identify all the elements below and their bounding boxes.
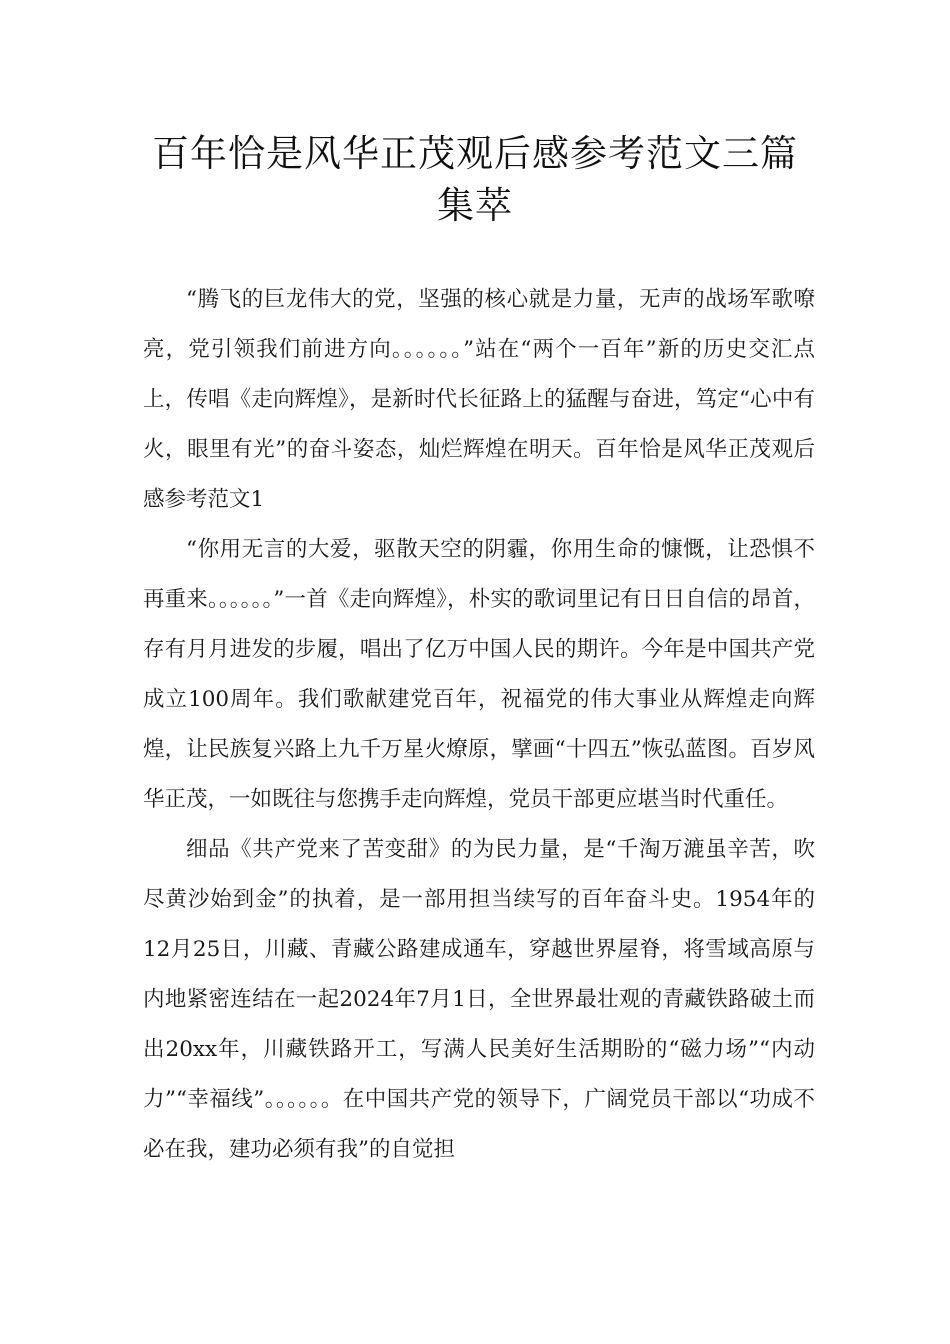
paragraph: 细品《共产党来了苦变甜》的为民力量，是“千淘万漉虽辛苦，吹尽黄沙始到金”的执着，是一部用担当续写的百年奋斗史。1954年的12月25日，川藏、青藏公路建成通车，穿越世界屋脊，将雪域高原与内地紧密连结在一起2024年7月1日，全世界最壮观的青藏铁路破土而出20xx年，川藏铁路开工，写满人民美好生活期盼的“磁力场”“内动力”“幸福线”。。。。。。在中国共产党的领导下，广阔党员干部以“功成不必在我，建功必须有我”的自觉担 — [143, 837, 815, 1162]
document-title: 百年恰是风华正茂观后感参考范文三篇集萃 — [152, 132, 798, 227]
paragraph: “你用无言的大爱，驱散天空的阴霾，你用生命的慷慨，让恐惧不再重来。。。。。。”一首《走向辉煌》，朴实的歌词里记有日日自信的昂首，存有月月进发的步履，唱出了亿万中国人民的期许。今年是中国共产党成立100周年。我们歌献建党百年，祝福党的伟大事业从辉煌走向辉煌，让民族复兴路上九千万星火燎原，擘画“十四五”恢弘蓝图。百岁风华正茂，一如既往与您携手走向辉煌，党员干部更应堪当时代重任。 — [143, 537, 815, 812]
paragraph: “腾飞的巨龙伟大的党，坚强的核心就是力量，无声的战场军歌嘹亮，党引领我们前进方向。。。。。。”站在“两个一百年”新的历史交汇点上，传唱《走向辉煌》，是新时代长征路上的猛醒与奋进，笃定“心中有火，眼里有光”的奋斗姿态，灿烂辉煌在明天。百年恰是风华正茂观后感参考范文1 — [143, 287, 815, 512]
document-body — [143, 275, 815, 1175]
